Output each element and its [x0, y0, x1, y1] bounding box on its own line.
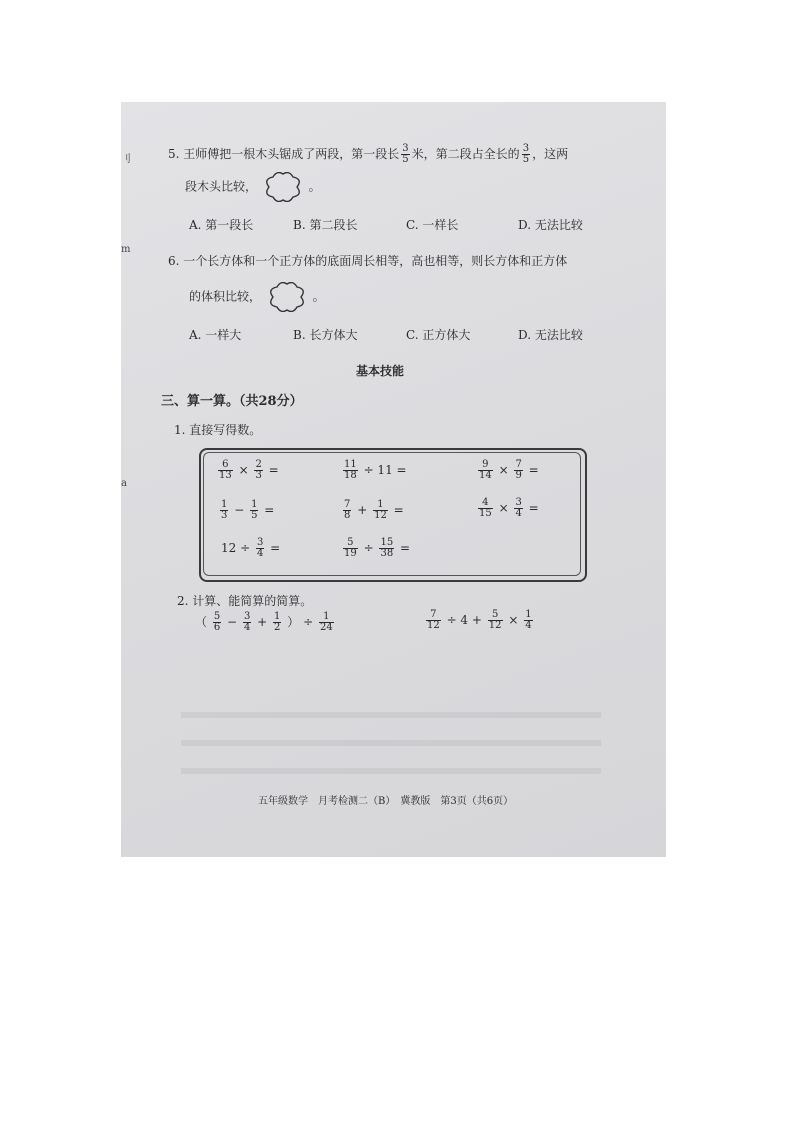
calc-item: 12 ÷ $\frac{3}{4}$ = [221, 537, 281, 559]
question-5-line2: 段木头比较， 。 [185, 172, 321, 202]
section-title: 基本技能 [356, 364, 405, 378]
part-three-title: 三、算一算。（共28分） [161, 394, 303, 409]
calc-item: $\frac{5}{19}$ ÷ $\frac{15}{38}$ = [344, 537, 411, 559]
question-number: 5. [168, 147, 180, 161]
option-b: B. 长方体大 [293, 328, 358, 342]
scanned-page-photo [121, 102, 666, 857]
answer-blank-flower[interactable] [261, 172, 305, 202]
edge-mark: a [121, 478, 127, 489]
option-b: B. 第二段长 [293, 218, 358, 232]
page-footer: 五年级数学 月考检测二（B） 冀教版 第3页（共6页） [258, 796, 514, 807]
fraction: $\frac{3}{5}$ [402, 143, 409, 165]
option-a: A. 一样大 [189, 328, 242, 342]
question-number: 6. [168, 254, 180, 268]
calc-item: $\frac{6}{13}$ × $\frac{2}{3}$ = [219, 459, 279, 481]
option-d: D. 无法比较 [518, 218, 583, 232]
option-a: A. 第一段长 [189, 218, 254, 232]
calc-item: $\frac{11}{18}$ ÷ 11 = [344, 459, 407, 481]
answer-blank-flower[interactable] [265, 282, 309, 312]
fraction: $\frac{3}{5}$ [522, 143, 530, 165]
calc-item: $\frac{1}{3}$ − $\frac{1}{5}$ = [221, 499, 275, 521]
edge-mark: m [121, 244, 131, 255]
sub-question-1-label: 1. 直接写得数。 [174, 423, 262, 437]
question-5-line1 [168, 144, 568, 165]
question-text: ，这两 [532, 147, 569, 161]
question-text: 一个长方体和一个正方体的底面周长相等，高也相等，则长方体和正方体 [183, 254, 568, 268]
option-d: D. 无法比较 [518, 328, 583, 342]
question-text: 米，第二段占全长的 [411, 147, 520, 161]
question-text: 的体积比较， [189, 289, 262, 304]
calc-item: $\frac{9}{14}$ × $\frac{7}{9}$ = [479, 459, 539, 481]
expression-1: （ $\frac{5}{6}$ − $\frac{3}{4}$ + $\frac{1}{2}$ ） ÷ $\frac{1}{24}$ [195, 611, 333, 633]
edge-mark: 刂 [121, 154, 131, 165]
question-text: 段木头比较， [185, 179, 258, 194]
question-6-line2: 的体积比较， 。 [189, 282, 325, 312]
question-6-line1 [168, 252, 567, 269]
bleed-through-shadow [181, 712, 601, 782]
calc-item: $\frac{7}{8}$ + $\frac{1}{12}$ = [344, 499, 404, 521]
expression-2: $\frac{7}{12}$ ÷ 4 + $\frac{5}{12}$ × $\frac{1}{4}$ [427, 609, 532, 631]
question-text: 王师傅把一根木头锯成了两段，第一段长 [183, 147, 400, 161]
calc-item: $\frac{4}{15}$ × $\frac{3}{4}$ = [479, 497, 539, 519]
option-c: C. 一样长 [406, 218, 459, 232]
sub-question-2-label: 2. 计算、能简算的简算。 [177, 594, 313, 608]
option-c: C. 正方体大 [406, 328, 471, 342]
